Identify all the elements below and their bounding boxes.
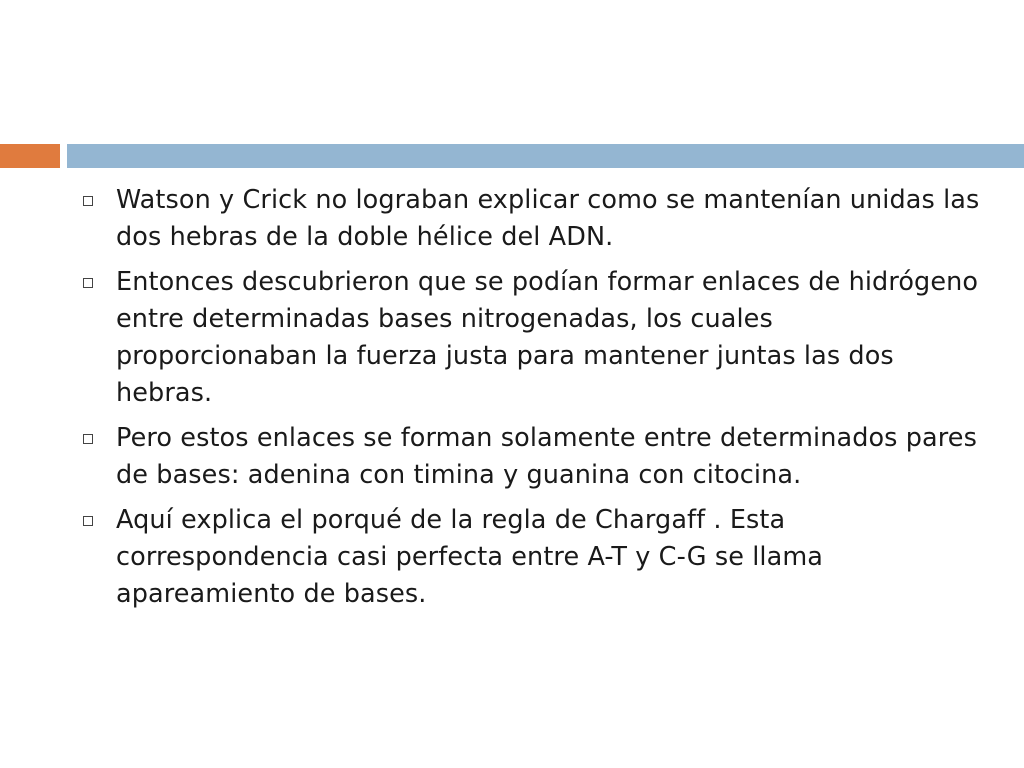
- bullet-item: [80, 502, 980, 613]
- bullet-item: [80, 182, 980, 256]
- square-bullet-icon: [83, 278, 93, 288]
- bullet-item: [80, 420, 980, 494]
- square-bullet-icon: [83, 196, 93, 206]
- slide-body: [80, 182, 980, 621]
- bullet-text: Aquí explica el porqué de la regla de Chargaff . Esta correspondencia casi perfecta entre A-T y C-G se llama apareamiento de bases.: [116, 505, 824, 609]
- blue-header-rule: [67, 144, 1024, 168]
- bullet-list: [80, 182, 980, 613]
- orange-accent-bar: [0, 144, 60, 168]
- bullet-text: Pero estos enlaces se forman solamente entre determinados pares de bases: adenina con timina y guanina con citocina.: [116, 423, 977, 490]
- bullet-item: [80, 264, 980, 412]
- bullet-text: Entonces descubrieron que se podían formar enlaces de hidrógeno entre determinadas bases nitrogenadas, los cuales proporcionaban la fuerza justa para mantener juntas las dos hebras.: [116, 267, 979, 408]
- square-bullet-icon: [83, 516, 93, 526]
- square-bullet-icon: [83, 434, 93, 444]
- bullet-text: Watson y Crick no lograban explicar como se mantenían unidas las dos hebras de la doble hélice del ADN.: [116, 185, 980, 252]
